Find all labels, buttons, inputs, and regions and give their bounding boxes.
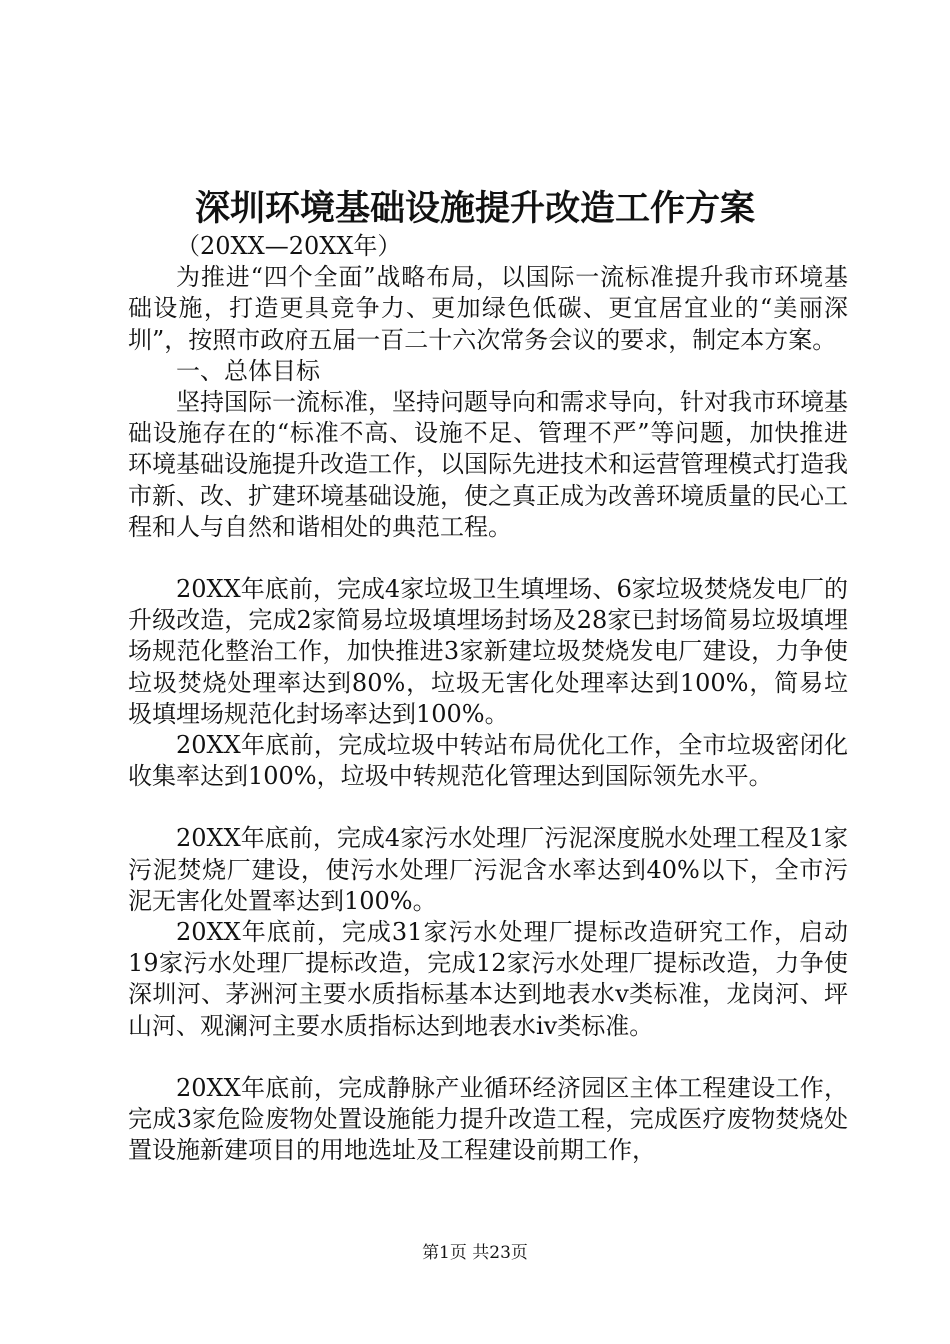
- paragraph-gap: [128, 1042, 848, 1073]
- goal-paragraph-1: 20XX年底前，完成4家垃圾卫生填埋场、6家垃圾焚烧发电厂的升级改造，完成2家简易垃圾填埋场封场及28家已封场简易垃圾填埋场规范化整治工作，加快推进3家新建垃圾焚烧发电厂建设，力争使垃圾焚烧处理率达到80%，垃圾无害化处理率达到100%，简易垃圾填埋场规范化封场率达到100%。: [128, 575, 848, 728]
- section-heading: 一、总体目标: [176, 356, 320, 385]
- document-title: 深圳环境基础设施提升改造工作方案: [194, 188, 755, 229]
- goal-paragraph-5: 20XX年底前，完成静脉产业循环经济园区主体工程建设工作，完成3家危险废物处置设施能力提升改造工程，完成医疗废物焚烧处置设施新建项目的用地选址及工程建设前期工作，: [128, 1073, 848, 1165]
- intro-paragraph: 为推进“四个全面”战略布局，以国际一流标准提升我市环境基础设施，打造更具竞争力、更加绿色低碳、更宜居宜业的“美丽深圳”，按照市政府五届一百二十六次常务会议的要求，制定本方案。: [128, 263, 848, 354]
- paragraph-gap: [128, 792, 848, 823]
- document-body: [128, 231, 848, 1166]
- goal-paragraph-3: 20XX年底前，完成4家污水处理厂污泥深度脱水处理工程及1家污泥焚烧厂建设，使污水处理厂污泥含水率达到40%以下，全市污泥无害化处置率达到100%。: [128, 824, 848, 915]
- section-paragraph: 坚持国际一流标准，坚持问题导向和需求导向，针对我市环境基础设施存在的“标准不高、设施不足、管理不严”等问题，加快推进环境基础设施提升改造工作，以国际先进技术和运营管理模式打造我市新、改、扩建环境基础设施，使之真正成为改善环境质量的民心工程和人与自然和谐相处的典范工程。: [128, 388, 848, 541]
- page-footer: 第1页 共23页: [422, 1243, 528, 1263]
- paragraph-gap: [128, 543, 848, 574]
- goal-paragraph-2: 20XX年底前，完成垃圾中转站布局优化工作，全市垃圾密闭化收集率达到100%，垃圾中转规范化管理达到国际领先水平。: [128, 731, 848, 791]
- period-line: （20XX—20XX年）: [176, 232, 402, 260]
- goal-paragraph-4: 20XX年底前，完成31家污水处理厂提标改造研究工作，启动19家污水处理厂提标改造，完成12家污水处理厂提标改造，力争使深圳河、茅洲河主要水质指标基本达到地表水ⅴ类标准，龙岗河、坪山河、观澜河主要水质指标达到地表水ⅳ类标准。: [128, 918, 848, 1040]
